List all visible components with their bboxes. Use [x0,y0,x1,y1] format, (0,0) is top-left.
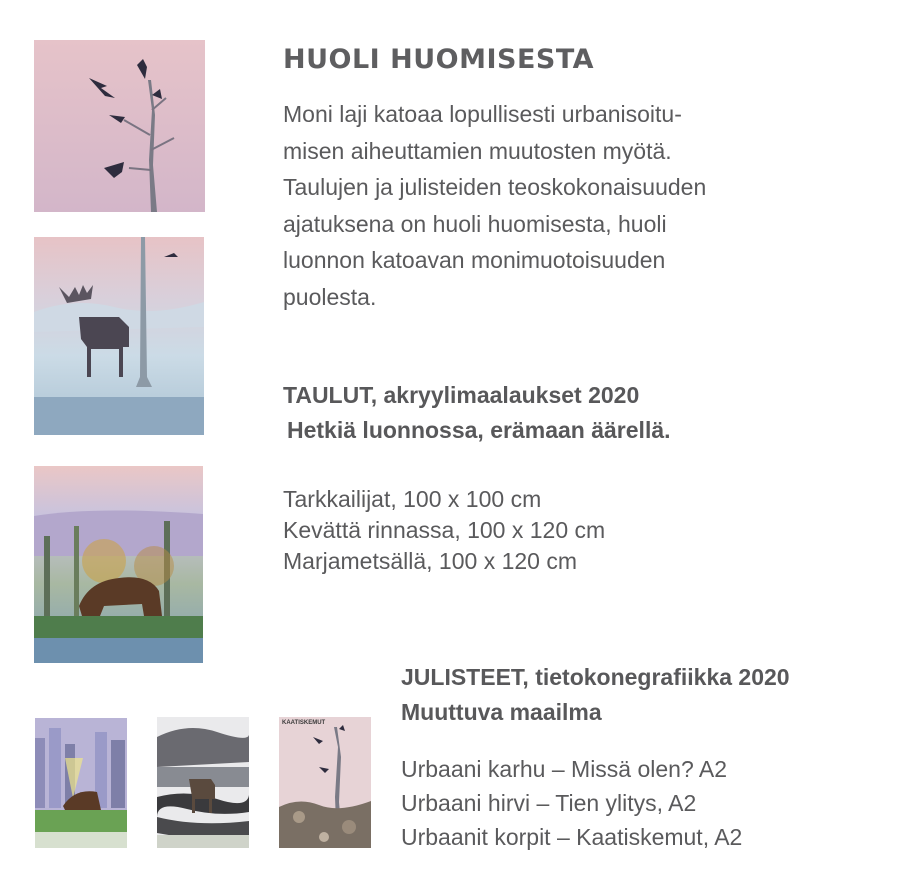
poster-urban-bear [35,718,127,848]
intro-line: puolesta. [283,283,377,310]
painting-crows-tree [34,40,205,212]
painting-item: Kevättä rinnassa, 100 x 120 cm [283,517,606,543]
poster-item: Urbaani hirvi – Tien ylitys, A2 [401,790,697,816]
posters-heading: JULISTEET, tietokonegrafiikka 2020 [401,664,790,690]
poster-urban-crows [279,717,371,848]
poster-item: Urbaani karhu – Missä olen? A2 [401,756,728,782]
paintings-heading: TAULUT, akryylimaalaukset 2020 [283,382,640,408]
painting-item: Marjametsällä, 100 x 120 cm [283,548,578,574]
intro-line: Moni laji katoaa lopullisesti urbanisoitu- [283,101,682,127]
posters-subheading: Muuttuva maailma [401,699,602,725]
intro-line: misen aiheuttamien muutosten myötä. [283,137,672,164]
paintings-subheading: Hetkiä luonnossa, erämaan äärellä. [287,417,671,443]
intro-line: ajatuksena on huoli huomisesta, huoli [283,210,667,237]
posters-heading-block [401,660,790,730]
poster-urban-moose [157,717,249,848]
paintings-list [283,484,605,577]
page-title: HUOLI HUOMISESTA [283,44,595,75]
intro-paragraph [283,96,843,315]
poster-item: Urbaanit korpit – Kaatiskemut, A2 [401,824,743,850]
intro-line: luonnon katoavan monimuotoisuuden [283,247,666,273]
painting-bear-forest [34,466,203,663]
paintings-heading-block [283,378,671,448]
posters-list [401,752,742,854]
poster3-title: KAATISKEMUT [282,720,326,726]
painting-item: Tarkkailijat, 100 x 100 cm [283,486,542,512]
painting-moose-snow [34,237,204,435]
intro-line: Taulujen ja julisteiden teoskokonaisuuden [283,174,707,200]
